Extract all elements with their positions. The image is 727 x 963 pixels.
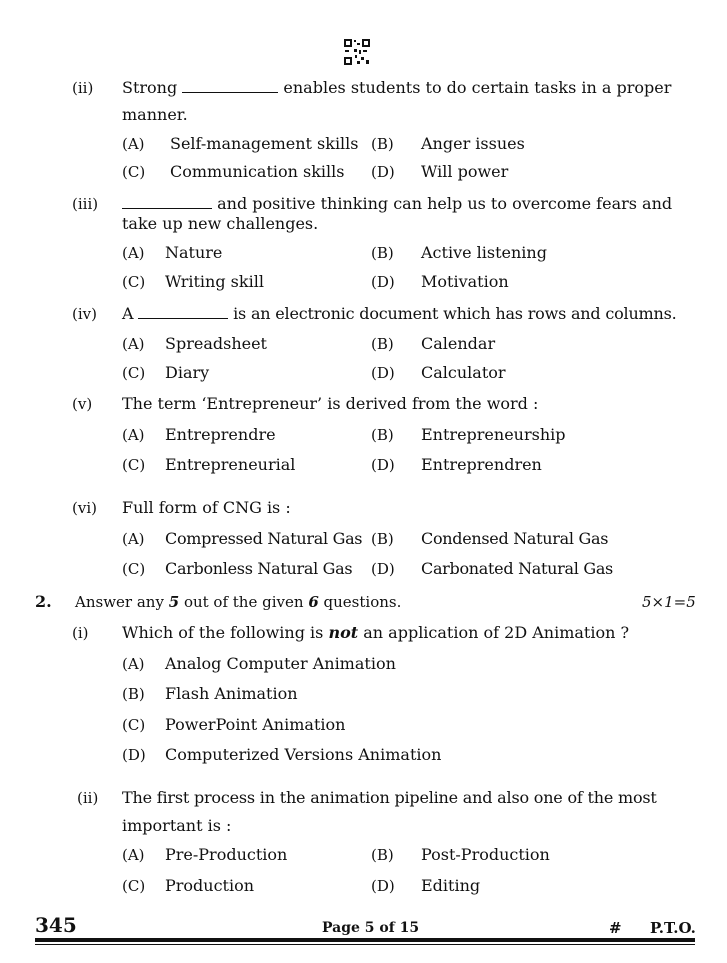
question-text-line2: important is :	[122, 816, 232, 835]
option-label: (A)	[122, 655, 145, 673]
question-number: (ii)	[77, 789, 99, 807]
footer-divider-thin	[35, 944, 695, 945]
option-label: (C)	[122, 560, 146, 578]
option-text: Carbonless Natural Gas	[165, 559, 353, 578]
option-text: Motivation	[421, 272, 509, 291]
option-label: (C)	[122, 716, 146, 734]
pto-label: P.T.O.	[650, 919, 696, 937]
instruction-part: out of the given	[183, 593, 304, 611]
option-label: (B)	[371, 846, 394, 864]
question-text-part: enables students to do certain tasks in a proper	[283, 78, 672, 97]
option-label: (A)	[122, 846, 145, 864]
option-text: Entreprendre	[165, 425, 276, 444]
option-text: Post-Production	[421, 845, 550, 864]
question-text-part: an application of 2D Animation ?	[363, 623, 630, 642]
option-label: (B)	[371, 135, 394, 153]
question-number: (iv)	[72, 305, 97, 323]
instruction-count: 5	[168, 593, 180, 611]
option-text: Flash Animation	[165, 684, 298, 703]
question-text: Full form of CNG is :	[122, 498, 291, 517]
option-text: Diary	[165, 363, 210, 382]
question-number: (i)	[72, 624, 89, 642]
option-label: (B)	[371, 426, 394, 444]
answer-blank	[122, 194, 212, 209]
question-number: (v)	[72, 395, 93, 413]
option-text: Calculator	[421, 363, 506, 382]
option-text: Entrepreneurial	[165, 455, 296, 474]
option-label: (D)	[371, 560, 395, 578]
question-text-part: A	[122, 304, 134, 323]
option-text: Nature	[165, 243, 223, 262]
question-text	[122, 623, 629, 643]
option-text: Will power	[421, 162, 509, 181]
question-text-line2: manner.	[122, 105, 188, 124]
option-label: (C)	[122, 456, 146, 474]
option-text: Compressed Natural Gas	[165, 529, 363, 548]
answer-blank	[182, 78, 278, 93]
option-text: Production	[165, 876, 255, 895]
option-label: (D)	[371, 163, 395, 181]
section-number: 2.	[35, 592, 52, 611]
question-emphasis: not	[328, 623, 359, 642]
option-label: (A)	[122, 530, 145, 548]
option-label: (B)	[371, 335, 394, 353]
section-instruction	[75, 592, 401, 612]
option-text: Editing	[421, 876, 481, 895]
option-text: Condensed Natural Gas	[421, 529, 609, 548]
option-text: Computerized Versions Animation	[165, 745, 442, 764]
question-text	[122, 78, 671, 98]
question-text-part: and positive thinking can help us to overcome fears and	[217, 194, 673, 213]
page-number: Page 5 of 15	[322, 920, 420, 936]
paper-code: 345	[35, 913, 77, 937]
marks-allocation: 5×1=5	[642, 593, 696, 611]
option-label: (A)	[122, 135, 145, 153]
option-text: Self-management skills	[170, 134, 359, 153]
option-text: Communication skills	[170, 162, 345, 181]
option-label: (A)	[122, 426, 145, 444]
instruction-part: questions.	[323, 593, 402, 611]
option-text: Writing skill	[165, 272, 264, 291]
option-text: Analog Computer Animation	[165, 654, 396, 673]
question-text: The first process in the animation pipeline and also one of the most	[122, 788, 657, 807]
option-text: Entrepreneurship	[421, 425, 566, 444]
answer-blank	[138, 304, 228, 319]
instruction-count: 6	[308, 593, 319, 611]
option-label: (C)	[122, 273, 146, 291]
option-text: PowerPoint Animation	[165, 715, 346, 734]
option-label: (B)	[371, 530, 394, 548]
option-label: (C)	[122, 163, 146, 181]
option-text: Spreadsheet	[165, 334, 267, 353]
question-number: (ii)	[72, 79, 94, 97]
question-text-line2: take up new challenges.	[122, 214, 319, 233]
question-text	[122, 304, 677, 324]
option-label: (A)	[122, 335, 145, 353]
question-text-part: is an electronic document which has rows and columns.	[233, 304, 677, 323]
instruction-part: Answer any	[75, 593, 164, 611]
question-number: (vi)	[72, 499, 97, 517]
hash-mark: #	[609, 919, 622, 937]
option-label: (D)	[371, 364, 395, 382]
option-label: (C)	[122, 877, 146, 895]
option-text: Calendar	[421, 334, 496, 353]
option-label: (B)	[371, 244, 394, 262]
question-text-part: Which of the following is	[122, 623, 324, 642]
option-text: Active listening	[421, 243, 547, 262]
question-text	[122, 194, 672, 214]
option-label: (D)	[122, 746, 146, 764]
option-label: (C)	[122, 364, 146, 382]
question-text-part: Strong	[122, 78, 178, 97]
qr-code-icon	[343, 38, 371, 66]
option-text: Pre-Production	[165, 845, 288, 864]
option-text: Anger issues	[421, 134, 525, 153]
option-label: (D)	[371, 877, 395, 895]
option-label: (A)	[122, 244, 145, 262]
question-number: (iii)	[72, 195, 99, 213]
option-label: (D)	[371, 456, 395, 474]
option-label: (B)	[122, 685, 145, 703]
option-text: Carbonated Natural Gas	[421, 559, 613, 578]
option-label: (D)	[371, 273, 395, 291]
question-text: The term ‘Entrepreneur’ is derived from the word :	[122, 394, 539, 413]
footer-divider	[35, 938, 695, 942]
option-text: Entreprendren	[421, 455, 542, 474]
